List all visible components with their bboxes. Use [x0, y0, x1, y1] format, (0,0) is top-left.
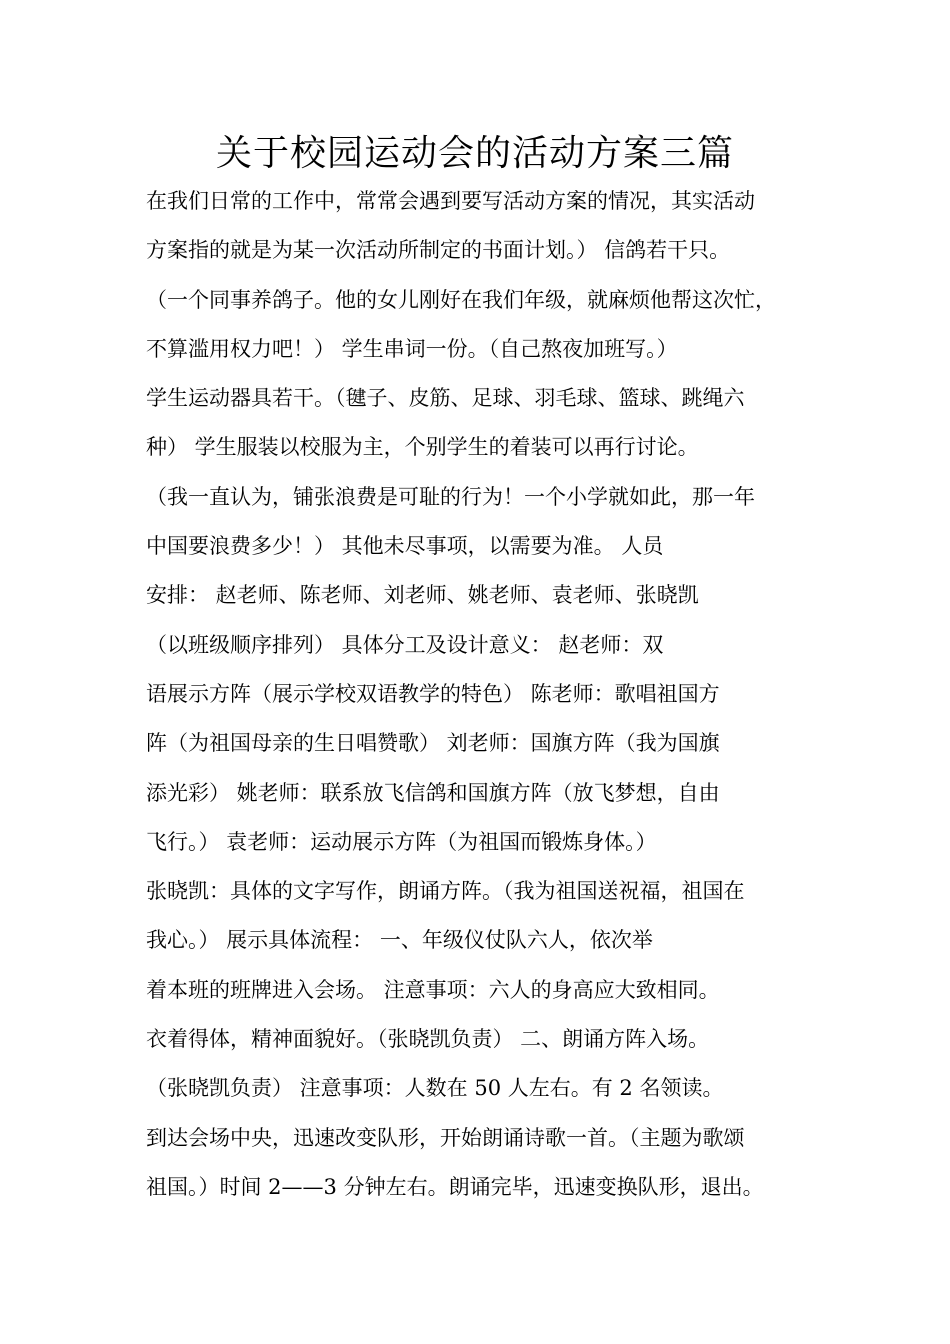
text-line: （一个同事养鸽子。他的女儿刚好在我们年级，就麻烦他帮这次忙，: [146, 287, 776, 312]
text-line: 着本班的班牌进入会场。 注意事项：六人的身高应大致相同。: [146, 977, 720, 1002]
text-line: 方案指的就是为某一次活动所制定的书面计划。） 信鸽若干只。: [146, 238, 731, 263]
text-line: 张晓凯：具体的文字写作，朗诵方阵。（我为祖国送祝福，祖国在: [146, 879, 745, 904]
text-line: 在我们日常的工作中，常常会遇到要写活动方案的情况，其实活动: [146, 189, 755, 213]
text-line: 安排： 赵老师、陈老师、刘老师、姚老师、袁老师、张晓凯: [146, 583, 699, 608]
text-line: 中国要浪费多少！） 其他未尽事项，以需要为准。 人员: [146, 534, 664, 559]
text-line: 到达会场中央，迅速改变队形，开始朗诵诗歌一首。（主题为歌颂: [146, 1125, 745, 1150]
text-line: 种） 学生服装以校服为主，个别学生的着装可以再行讨论。: [146, 435, 699, 460]
text-line: 衣着得体，精神面貌好。（张晓凯负责） 二、朗诵方阵入场。: [146, 1027, 710, 1052]
text-line: （我一直认为，铺张浪费是可耻的行为！一个小学就如此，那一年: [146, 484, 755, 509]
text-line: 不算滥用权力吧！） 学生串词一份。（自己熬夜加班写。）: [146, 336, 678, 361]
text-line: （张晓凯负责） 注意事项：人数在 50 人左右。有 2 名领读。: [146, 1076, 724, 1101]
text-line: 阵（为祖国母亲的生日唱赞歌） 刘老师：国旗方阵（我为国旗: [146, 731, 720, 756]
text-line: 祖国。）时间 2——3 分钟左右。朗诵完毕，迅速变换队形，退出。: [146, 1174, 764, 1199]
text-line: 学生运动器具若干。（毽子、皮筋、足球、羽毛球、篮球、跳绳六: [146, 386, 745, 411]
text-line: （以班级顺序排列） 具体分工及设计意义： 赵老师：双: [146, 632, 664, 657]
text-line: 添光彩） 姚老师：联系放飞信鸽和国旗方阵（放飞梦想，自由: [146, 780, 720, 805]
text-line: 飞行。） 袁老师：运动展示方阵（为祖国而锻炼身体。）: [146, 829, 657, 854]
document-title: 关于校园运动会的活动方案三篇: [215, 133, 734, 174]
text-line: 我心。） 展示具体流程： 一、年级仪仗队六人，依次举: [146, 928, 653, 953]
document-body: [146, 180, 826, 1215]
text-line: 语展示方阵（展示学校双语教学的特色） 陈老师：歌唱祖国方: [146, 681, 720, 706]
